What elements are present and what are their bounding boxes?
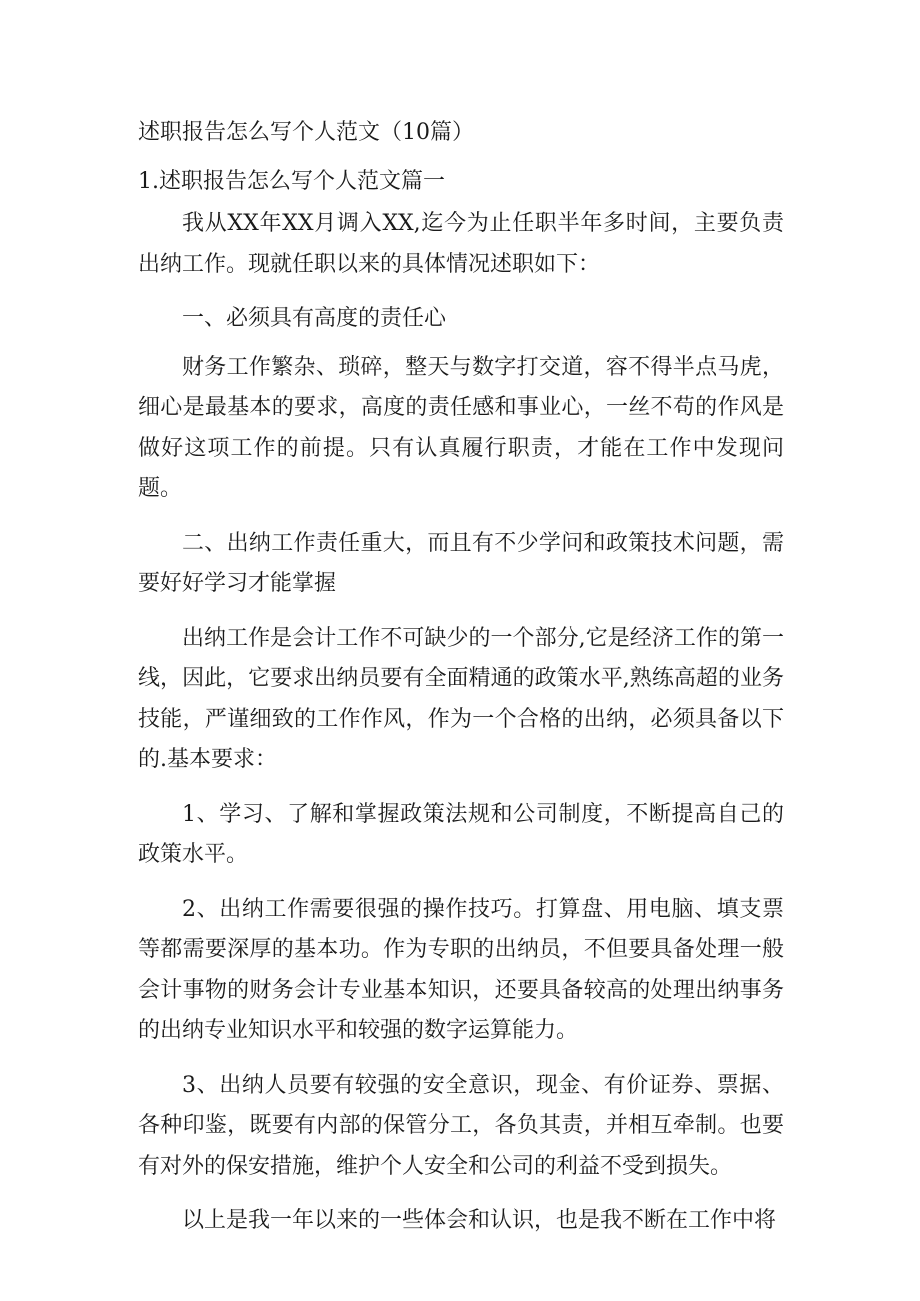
paragraph-responsibility: 财务工作繁杂、琐碎，整天与数字打交道，容不得半点马虎，细心是最基本的要求，高度的责任感和事业心，一丝不苟的作风是做好这项工作的前提。只有认真履行职责，才能在工作中发现问题。: [138, 354, 784, 501]
document-body: [138, 204, 784, 1256]
document-subtitle: 1.述职报告怎么写个人范文篇一: [138, 169, 445, 194]
list-item-2: 2、出纳工作需要很强的操作技巧。打算盘、用电脑、填支票等都需要深厚的基本功。作为专职的出纳员，不但要具备处理一般会计事物的财务会计专业基本知识，还要具备较高的处理出纳事务的出纳专业知识水平和较强的数字运算能力。: [138, 896, 784, 1043]
paragraph-requirements: 出纳工作是会计工作不可缺少的一个部分,它是经济工作的第一线，因此，它要求出纳员要有全面精通的政策水平,熟练高超的业务技能，严谨细致的工作作风，作为一个合格的出纳，必须具备以下的.基本要求：: [138, 625, 784, 772]
section-heading-1: 一、必须具有高度的责任心: [182, 306, 447, 331]
document-title: 述职报告怎么写个人范文（10篇）: [138, 120, 474, 145]
paragraph-intro: 我从XX年XX月调入XX,迄今为止任职半年多时间，主要负责出纳工作。现就任职以来的具体情况述职如下：: [138, 211, 784, 277]
list-item-3: 3、出纳人员要有较强的安全意识，现金、有价证券、票据、各种印鉴，既要有内部的保管分工，各负其责，并相互牵制。也要有对外的保安措施，维护个人安全和公司的利益不受到损失。: [138, 1072, 784, 1179]
section-heading-2: 二、出纳工作责任重大，而且有不少学问和政策技术问题，需要好好学习才能掌握: [138, 530, 784, 596]
list-item-1: 1、学习、了解和掌握政策法规和公司制度，不断提高自己的政策水平。: [138, 801, 784, 867]
paragraph-conclusion: 以上是我一年以来的一些体会和认识，也是我不断在工作中将: [182, 1208, 777, 1233]
